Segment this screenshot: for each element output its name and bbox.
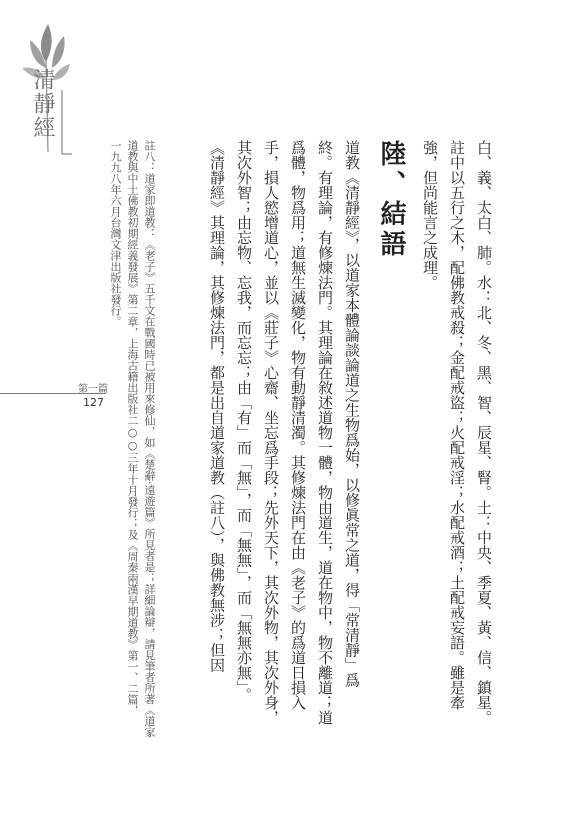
text-column: 手，損人慾增道心，並以《莊子》心齋、坐忘爲手段；先外天下，其次外物，其次外身， [262, 140, 280, 725]
footnote-line: 註八：道家即道教：《老子》五千文在戰國時已被用來修仙，如《楚辭‧遠遊篇》所見者是；詳細論辯，請見筆者所著《道家 [143, 140, 156, 738]
book-title-logo: 清靜經 [30, 68, 55, 140]
text-column: 終。有理論，有修煉法門。其理論在敘述道物一體，物由道生，道在物中，物不離道；道 [316, 140, 334, 725]
footnote-line: 道教與中土佛教初期經義發展》第二章，上海古籍出版社二○○三年十月發行；及《周秦兩漢早期道教》第一、二篇， [126, 140, 139, 716]
text-column: 道教《清靜經》，以道家本體論談論道之生物爲始，以修眞常之道，得「常清靜」爲 [343, 140, 361, 688]
text-column: 白、義、太白、肺。水：北、冬、黑、智、辰星、腎。土：中央、季夏、黃、信、鎮星。 [475, 140, 493, 725]
footnote-block [96, 140, 156, 740]
text-column: 註中以五行之木，配佛教戒殺；金配戒盜；火配戒淫；水配戒酒；土配戒妄語。雖是牽 [448, 140, 466, 710]
text-column: 其次外智；由忘物、忘我，而忘忘；由「有」而「無」，而「無無」，而「無無亦無」。 [235, 140, 253, 703]
text-column: 強，但尚能言之成理。 [421, 140, 439, 290]
chapter-label: 第一篇 [78, 384, 108, 395]
text-column: 《清靜經》其理論，其修煉法門，都是出自道家道教（註八），與佛教無涉；但因 [208, 140, 226, 673]
text-column: 爲體，物爲用；道無生滅變化，物有動靜清濁。其修煉法門在由《老子》的爲道日損入 [289, 140, 307, 710]
main-text [168, 140, 493, 740]
footnote-line: 一九九八年六月台灣文津出版社發行。 [109, 140, 122, 327]
margin-rule [0, 393, 106, 394]
section-heading: 陸、結語 [376, 140, 406, 260]
page-number: 127 [83, 396, 104, 409]
